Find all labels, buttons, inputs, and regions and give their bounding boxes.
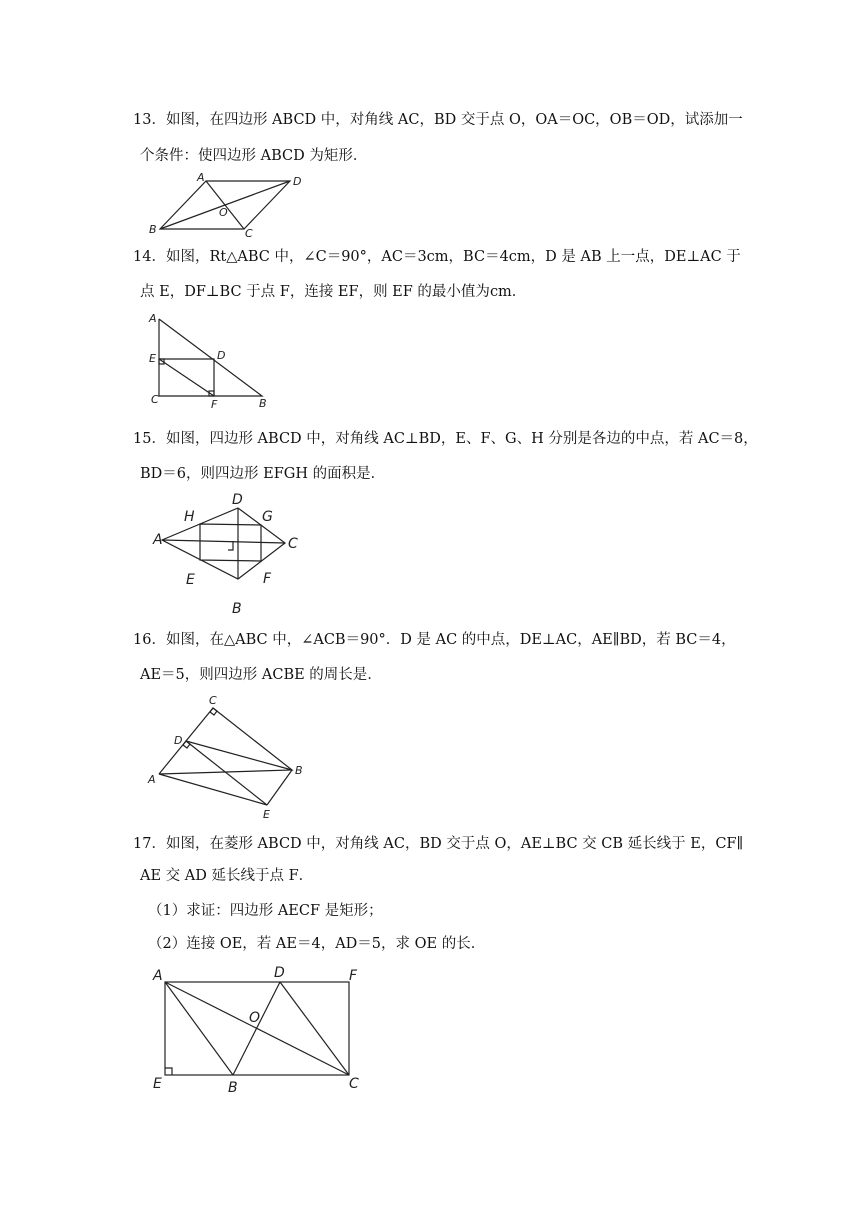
q16-segment-eb [267, 770, 292, 805]
q14-label-d: D [217, 349, 226, 362]
q17-segment-ab [165, 982, 233, 1075]
q13-label-d: D [293, 175, 302, 188]
q15-label-e: E [186, 572, 195, 588]
q15-label-a: A [153, 532, 163, 548]
q16-line2-post: ． [367, 667, 382, 683]
q14-label-c: C [151, 393, 159, 406]
q14-label-f: F [211, 398, 218, 411]
q17-label-c: C [349, 1076, 359, 1092]
q15-label-b: B [232, 601, 242, 617]
q14-line2-pre: 点 E，DF⊥BC 于点 F，连接 EF，则 EF 的最小值为 [140, 284, 490, 300]
q17-right-angle-e [165, 1068, 172, 1075]
q15-diagonal-ac [162, 540, 285, 543]
q17-text-line2: AE 交 AD 延长线于点 F． [140, 868, 314, 884]
q15-label-h: H [184, 509, 195, 525]
q14-figure [140, 310, 280, 410]
q14-text-line2 [140, 282, 526, 302]
q16-segment-ae [159, 774, 267, 805]
q13-label-a: A [197, 171, 205, 184]
q13-label-b: B [149, 223, 157, 236]
q17-text-line1: 17．如图，在菱形 ABCD 中，对角线 AC，BD 交于点 O，AE⊥BC 交 CB 延长线于 E，CF∥ [133, 836, 744, 852]
q15-line2-pre: BD＝6，则四边形 EFGH 的面积是 [140, 466, 371, 482]
q13-diagonal-bd [160, 181, 290, 229]
q17-label-e: E [153, 1076, 162, 1092]
q15-label-c: C [288, 536, 298, 552]
q13-text-line2 [140, 146, 367, 166]
q17-label-b: B [228, 1080, 238, 1096]
q17-segment-bd [233, 982, 280, 1075]
q16-text-line1: 16．如图，在△ABC 中，∠ACB＝90°．D 是 AC 的中点，DE⊥AC，AE∥BD，若 BC＝4， [133, 632, 736, 648]
q16-line2-pre: AE＝5，则四边形 ACBE 的周长是 [140, 667, 368, 683]
q17-segment-dc [280, 982, 349, 1075]
q13-line2-pre: 个条件： [140, 148, 198, 164]
q17-label-o: O [249, 1010, 261, 1026]
q14-triangle [159, 319, 262, 396]
q16-segment-db [186, 741, 292, 770]
q16-label-a: A [148, 773, 156, 786]
q15-label-d: D [232, 492, 243, 508]
q14-label-e: E [149, 352, 156, 365]
q14-label-a: A [149, 312, 157, 325]
q15-line2-post: ． [370, 466, 386, 482]
q15-text-line1: 15．如图，四边形 ABCD 中，对角线 AC⊥BD，E、F、G、H 分别是各边的中点，若 AC＝8， [133, 431, 758, 447]
q15-figure [140, 488, 320, 618]
q13-text-line1: 13．如图，在四边形 ABCD 中，对角线 AC，BD 交于点 O，OA＝OC，OB＝OD，试添加一 [133, 112, 743, 128]
q16-label-c: C [209, 694, 217, 707]
q17-label-d: D [274, 965, 285, 981]
q16-label-d: D [174, 734, 183, 747]
q15-text-line2 [140, 464, 385, 484]
q16-text-line2 [140, 665, 382, 685]
q15-label-g: G [262, 509, 273, 525]
q14-label-b: B [259, 397, 267, 410]
q16-figure [140, 692, 320, 822]
q15-label-f: F [263, 571, 272, 587]
q17-part2: （2）连接 OE，若 AE＝4，AD＝5，求 OE 的长． [148, 936, 486, 952]
q17-label-a: A [153, 968, 163, 984]
q15-right-angle-mark [228, 541, 233, 550]
q17-label-f: F [349, 968, 358, 984]
q16-right-angle-c [210, 708, 217, 715]
q14-line2-post: cm． [489, 284, 527, 300]
q14-segment-ef [159, 359, 214, 396]
q13-label-o: O [219, 206, 228, 219]
q16-label-b: B [295, 764, 303, 777]
q17-figure [140, 960, 380, 1100]
q17-part1: （1）求证：四边形 AECF 是矩形； [148, 903, 383, 919]
q13-label-c: C [245, 227, 253, 240]
q13-figure [140, 170, 320, 240]
q16-label-e: E [263, 808, 270, 821]
q14-text-line1: 14．如图，Rt△ABC 中，∠C＝90°，AC＝3cm，BC＝4cm，D 是 AB 上一点，DE⊥AC 于 [133, 249, 741, 265]
q13-line2-post: 使四边形 ABCD 为矩形． [198, 148, 368, 164]
